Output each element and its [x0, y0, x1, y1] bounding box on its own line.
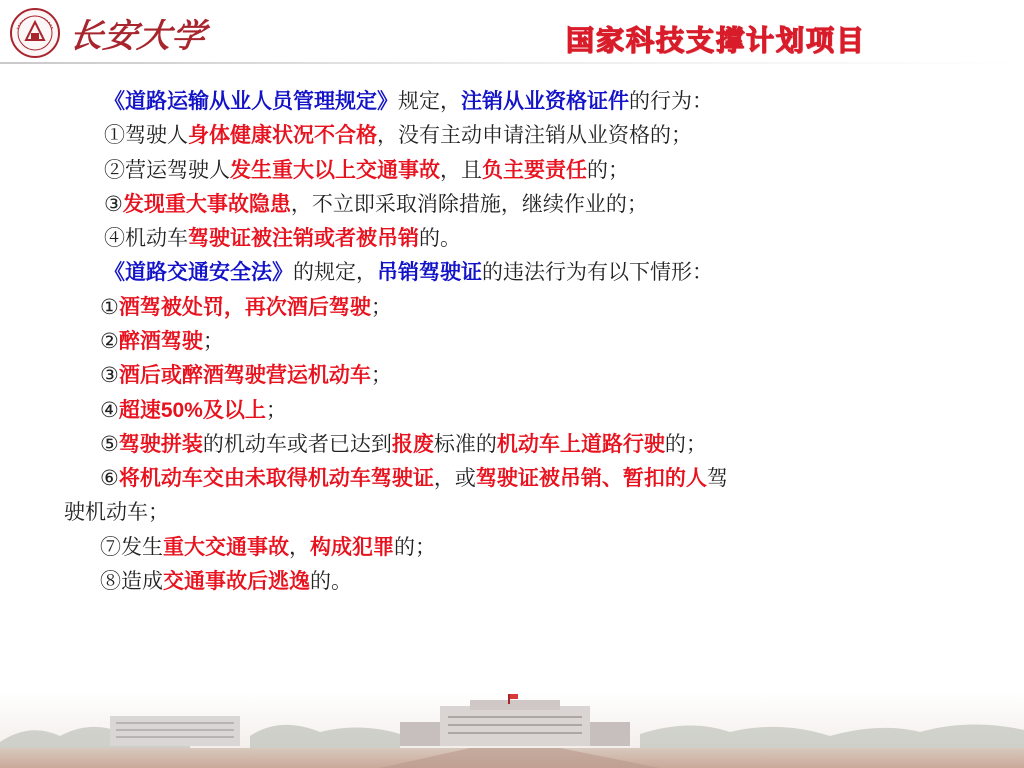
list-item — [0, 461, 1024, 495]
intro-law-line — [0, 255, 1024, 289]
emphasis-red: 驾驶证被吊销、暂扣的人 — [475, 465, 707, 491]
emphasis-red: 负主要责任 — [482, 156, 587, 182]
intro-regulation-line — [0, 84, 1024, 118]
emphasis-red: 构成犯罪 — [310, 533, 394, 559]
emphasis-red: 醉酒驾驶 — [118, 328, 203, 354]
text: ① — [100, 294, 119, 319]
text: 的； — [664, 431, 707, 456]
emphasis-red: 超速 — [118, 396, 161, 422]
text: ③ — [100, 363, 119, 388]
regulation-title: 《道路运输从业人员管理规定》 — [104, 88, 398, 113]
emphasis-red: 将机动车交由未取得机动车驾驶证 — [118, 465, 434, 491]
text: ； — [202, 329, 224, 354]
emphasis-red: 交通事故后逃逸 — [163, 567, 310, 593]
text: 的行为： — [629, 89, 713, 113]
text: 的； — [394, 534, 436, 559]
text: ②营运驾驶人 — [104, 157, 230, 182]
text: ， — [289, 534, 310, 559]
text: ； — [370, 363, 392, 388]
list-item — [0, 153, 1024, 187]
emphasis-red: 报废 — [391, 430, 434, 456]
project-title: 国家科技支撑计划项目 — [566, 24, 867, 57]
text: ，不立即采取消除措施，继续作业的； — [290, 191, 648, 216]
text: 的。 — [419, 226, 461, 251]
emphasis-red: 及以上 — [202, 396, 266, 422]
text: 规定， — [398, 89, 461, 113]
text: ③ — [104, 191, 123, 216]
emphasis-red: 身体健康状况不合格 — [188, 122, 377, 148]
text: ，没有主动申请注销从业资格的； — [377, 123, 692, 148]
law-title: 《道路交通安全法》 — [104, 259, 293, 285]
text: 的违法行为有以下情形： — [482, 260, 713, 285]
university-seal-icon — [9, 7, 61, 59]
emphasis-red: 酒驾被处罚，再次酒后驾驶 — [118, 293, 371, 319]
text: 标准的 — [433, 431, 497, 456]
list-item — [0, 427, 1024, 461]
emphasis-blue: 注销从业资格证件 — [461, 88, 629, 113]
text: ⑤ — [100, 431, 119, 456]
emphasis-red: 机动车上道路行驶 — [496, 430, 665, 456]
list-item — [0, 530, 1024, 564]
list-item — [0, 393, 1024, 427]
list-item — [0, 187, 1024, 221]
list-item — [0, 290, 1024, 324]
text: 的； — [587, 157, 629, 182]
emphasis-red: 发生重大以上交通事故 — [230, 156, 440, 182]
text: 驾 — [706, 466, 728, 491]
university-logo-text: 长安大学 — [66, 16, 209, 55]
emphasis-red: 50% — [160, 398, 203, 422]
text: ，且 — [440, 157, 482, 182]
text: 的规定， — [293, 260, 377, 285]
text: ，或 — [433, 466, 476, 491]
list-item — [0, 358, 1024, 392]
emphasis-blue: 吊销驾驶证 — [377, 259, 482, 285]
text: ； — [265, 397, 287, 422]
text: ⑥ — [100, 466, 119, 491]
text: ； — [370, 294, 392, 319]
text: 驶机动车； — [64, 500, 169, 525]
text: ①驾驶人 — [104, 123, 188, 148]
campus-panorama-image — [0, 692, 1024, 768]
emphasis-red: 发现重大事故隐患 — [122, 190, 291, 216]
text: ④ — [100, 397, 119, 422]
text: ⑦发生 — [100, 534, 163, 559]
list-item — [0, 324, 1024, 358]
list-item-continuation — [0, 495, 1024, 529]
list-item — [0, 221, 1024, 255]
emphasis-red: 酒后或醉酒驾驶营运机动车 — [118, 362, 371, 388]
text: ⑧造成 — [100, 568, 163, 593]
slide-header — [0, 0, 1024, 62]
slide-body — [0, 84, 1024, 598]
emphasis-red: 驾驶证被注销或者被吊销 — [188, 225, 419, 251]
header-divider — [0, 62, 1024, 64]
text: ② — [100, 329, 119, 354]
list-item — [0, 564, 1024, 598]
emphasis-red: 驾驶拼装 — [118, 430, 203, 456]
text: 的。 — [310, 568, 352, 593]
emphasis-red: 重大交通事故 — [163, 533, 289, 559]
text: ④机动车 — [104, 226, 188, 251]
text: 的机动车或者已达到 — [202, 431, 392, 456]
list-item — [0, 118, 1024, 152]
